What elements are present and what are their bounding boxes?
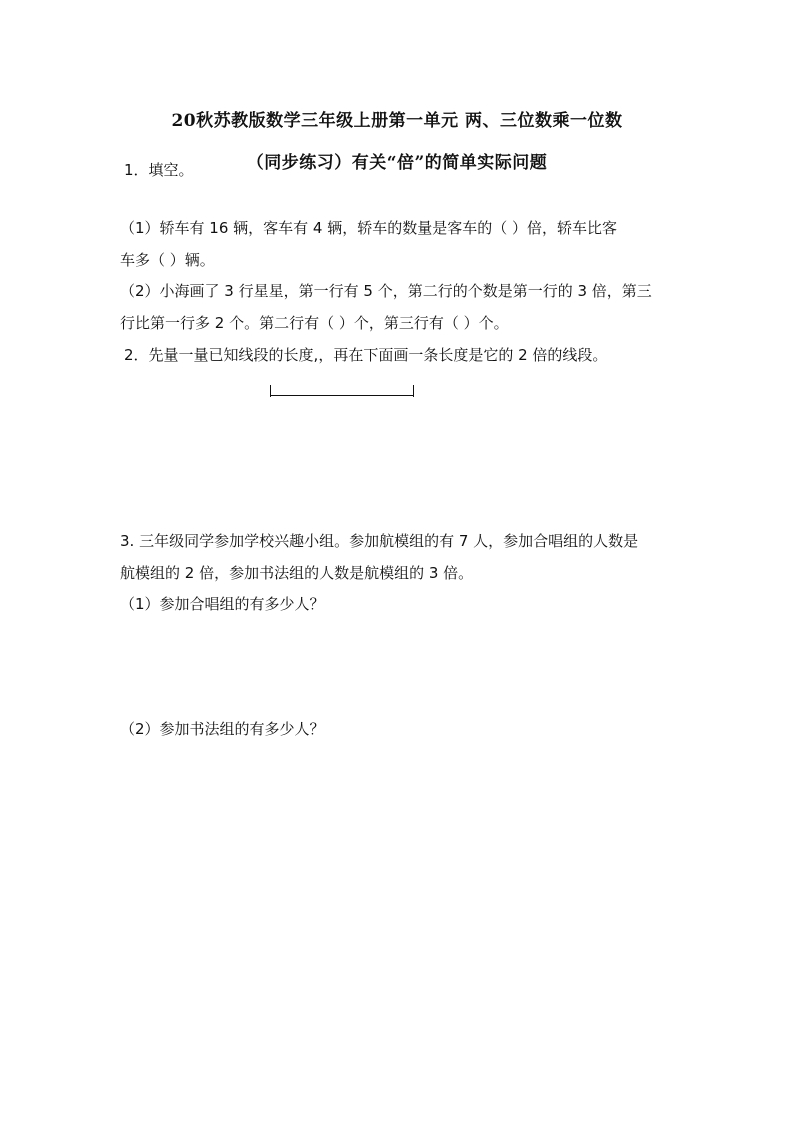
worksheet-title-line2: （同步练习）有关“倍”的简单实际问题	[246, 153, 548, 173]
question-1-part2-line1: （2）小海画了 3 行星星，第一行有 5 个，第二行的个数是第一行的 3 倍，第三	[120, 282, 652, 300]
question-3-sub1: （1）参加合唱组的有多少人？	[120, 595, 325, 613]
question-1-heading: 1．填空。	[124, 161, 194, 179]
given-line-segment	[270, 385, 414, 397]
question-3-line2: 航模组的 2 倍，参加书法组的人数是航模组的 3 倍。	[120, 564, 474, 582]
question-3-line1: 3. 三年级同学参加学校兴趣小组。参加航模组的有 7 人，参加合唱组的人数是	[120, 532, 639, 550]
question-1-part1-line1: （1）轿车有 16 辆，客车有 4 辆，轿车的数量是客车的（ ）倍，轿车比客	[120, 219, 618, 237]
question-1-part2-line2: 行比第一行多 2 个。第二行有（ ）个，第三行有（ ）个。	[120, 314, 509, 332]
question-3-sub2: （2）参加书法组的有多少人？	[120, 720, 325, 738]
question-2-heading: 2．先量一量已知线段的长度,，再在下面画一条长度是它的 2 倍的线段。	[124, 346, 608, 364]
worksheet-title-line1: 20秋苏教版数学三年级上册第一单元 两、三位数乘一位数	[171, 111, 623, 131]
question-1-part1-line2: 车多（ ）辆。	[120, 251, 215, 269]
segment-bar	[270, 395, 414, 396]
segment-right-tick	[413, 385, 414, 397]
